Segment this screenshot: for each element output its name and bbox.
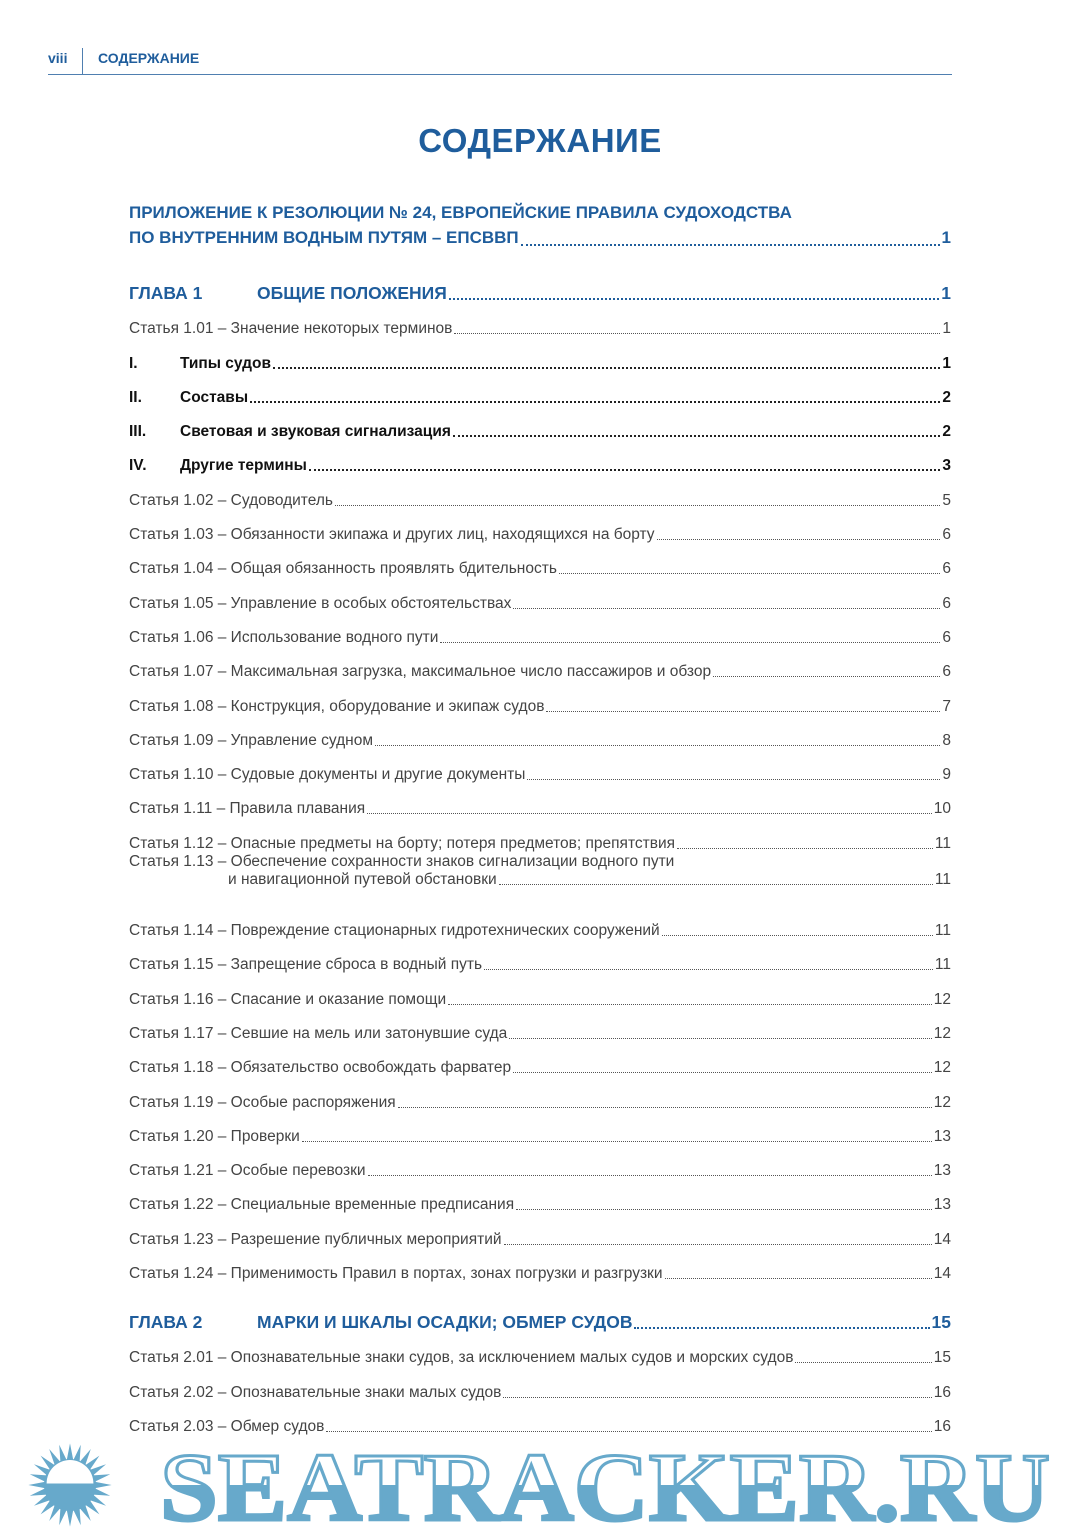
running-title: СОДЕРЖАНИЕ bbox=[98, 50, 200, 66]
dot-leader bbox=[367, 813, 932, 814]
entry-title: Статья 2.03 – Обмер судов bbox=[129, 1417, 325, 1435]
section-number: IV. bbox=[129, 457, 147, 475]
dot-leader bbox=[453, 435, 940, 437]
entry-title: Статья 1.04 – Общая обязанность проявлять бдительность bbox=[129, 560, 557, 578]
dot-leader bbox=[375, 745, 940, 746]
page-ref: 6 bbox=[942, 628, 951, 646]
page-ref: 14 bbox=[933, 1230, 951, 1248]
toc-section[interactable] bbox=[129, 407, 951, 441]
entry-title: Статья 1.15 – Запрещение сброса в водный путь bbox=[129, 956, 483, 974]
toc-appendix[interactable] bbox=[129, 200, 951, 270]
entry-title: Статья 2.01 – Опознавательные знаки судов, за исключением малых судов и морских судов bbox=[129, 1349, 794, 1367]
dot-leader bbox=[398, 1107, 932, 1108]
toc-article[interactable] bbox=[129, 475, 951, 509]
dot-leader bbox=[795, 1362, 931, 1363]
entry-title-continued: и навигационной путевой обстановки bbox=[228, 870, 497, 888]
toc-article[interactable] bbox=[129, 1077, 951, 1111]
dot-leader bbox=[449, 298, 939, 300]
watermark-logo bbox=[0, 1440, 1080, 1527]
toc-article[interactable] bbox=[129, 681, 951, 715]
toc-chapter[interactable] bbox=[129, 1299, 951, 1333]
toc-article[interactable] bbox=[129, 1180, 951, 1214]
entry-title: Световая и звуковая сигнализация bbox=[180, 423, 451, 441]
dot-leader bbox=[302, 1141, 932, 1142]
page-ref: 9 bbox=[942, 766, 951, 784]
entry-title: ОБЩИЕ ПОЛОЖЕНИЯ bbox=[257, 283, 447, 303]
dot-leader bbox=[454, 333, 940, 334]
page-ref: 12 bbox=[933, 1059, 951, 1077]
dot-leader bbox=[250, 401, 940, 403]
entry-title: МАРКИ И ШКАЛЫ ОСАДКИ; ОБМЕР СУДОВ bbox=[257, 1312, 633, 1333]
page-ref: 11 bbox=[934, 834, 951, 852]
dot-leader bbox=[665, 1278, 932, 1279]
toc-article[interactable] bbox=[129, 1146, 951, 1180]
page-ref: 5 bbox=[942, 491, 951, 509]
page-ref: 1 bbox=[941, 228, 951, 247]
sun-icon bbox=[28, 1443, 111, 1526]
page-ref: 15 bbox=[931, 1312, 951, 1333]
entry-title: Статья 1.02 – Судоводитель bbox=[129, 491, 333, 509]
dot-leader bbox=[335, 505, 940, 506]
chapter-number: ГЛАВА 2 bbox=[129, 1312, 203, 1333]
running-header bbox=[48, 48, 952, 75]
toc-article[interactable] bbox=[129, 1009, 951, 1043]
entry-title: Статья 1.03 – Обязанности экипажа и других лиц, находящихся на борту bbox=[129, 526, 655, 544]
dot-leader bbox=[273, 367, 940, 369]
toc-article[interactable] bbox=[129, 1333, 951, 1367]
toc-article[interactable] bbox=[129, 1402, 951, 1436]
watermark-text: SEATRACKER.RU bbox=[160, 1440, 1050, 1527]
page-ref: 6 bbox=[942, 560, 951, 578]
dot-leader bbox=[368, 1175, 932, 1176]
page-ref: 12 bbox=[933, 1093, 951, 1111]
dot-leader bbox=[516, 1209, 932, 1210]
entry-title: Статья 1.20 – Проверки bbox=[129, 1127, 300, 1145]
dot-leader bbox=[440, 642, 940, 643]
dot-leader bbox=[657, 539, 941, 540]
toc-article[interactable] bbox=[129, 578, 951, 612]
dot-leader bbox=[448, 1004, 932, 1005]
chapter-number: ГЛАВА 1 bbox=[129, 283, 203, 303]
dot-leader bbox=[527, 779, 940, 780]
toc-article[interactable] bbox=[129, 974, 951, 1008]
page-ref: 11 bbox=[934, 870, 951, 888]
toc-article[interactable] bbox=[129, 1367, 951, 1401]
dot-leader bbox=[326, 1431, 931, 1432]
page-ref: 1 bbox=[942, 354, 951, 372]
toc-section[interactable] bbox=[129, 373, 951, 407]
header-divider bbox=[82, 48, 83, 74]
entry-title: Статья 1.10 – Судовые документы и другие документы bbox=[129, 766, 526, 784]
toc-article[interactable] bbox=[129, 1214, 951, 1248]
toc-article[interactable] bbox=[129, 304, 951, 338]
dot-leader bbox=[503, 1397, 931, 1398]
page-ref: 15 bbox=[933, 1349, 951, 1367]
dot-leader bbox=[559, 573, 940, 574]
entry-title: Статья 1.17 – Севшие на мель или затонувшие суда bbox=[129, 1024, 508, 1042]
dot-leader bbox=[513, 1072, 932, 1073]
entry-title: Статья 1.24 – Применимость Правил в портах, зонах погрузки и разгрузки bbox=[129, 1265, 663, 1283]
dot-leader bbox=[546, 711, 940, 712]
dot-leader bbox=[513, 608, 940, 609]
sun-disc bbox=[44, 1459, 96, 1511]
entry-title: Статья 1.21 – Особые перевозки bbox=[129, 1162, 366, 1180]
page-number: viii bbox=[48, 50, 68, 66]
toc-article[interactable] bbox=[129, 818, 951, 852]
dot-leader bbox=[521, 244, 940, 246]
page-ref: 13 bbox=[933, 1127, 951, 1145]
page-ref: 11 bbox=[934, 956, 951, 974]
toc-article[interactable] bbox=[129, 613, 951, 647]
entry-title: Статья 1.06 – Использование водного пути bbox=[129, 628, 439, 646]
page-ref: 11 bbox=[934, 922, 951, 940]
toc-section[interactable] bbox=[129, 338, 951, 372]
dot-leader bbox=[499, 884, 933, 885]
page-ref: 13 bbox=[933, 1196, 951, 1214]
entry-title: Статья 1.05 – Управление в особых обстоятельствах bbox=[129, 594, 512, 612]
entry-title: Статья 1.16 – Спасание и оказание помощи bbox=[129, 990, 447, 1008]
table-of-contents bbox=[129, 200, 951, 1436]
page-ref: 1 bbox=[941, 283, 951, 303]
entry-title: Статья 1.13 – Обеспечение сохранности знаков сигнализации водного пути bbox=[129, 852, 675, 870]
page-ref: 2 bbox=[942, 388, 951, 406]
entry-title: Статья 1.08 – Конструкция, оборудование и экипаж судов bbox=[129, 697, 545, 715]
entry-title: Статья 1.01 – Значение некоторых терминов bbox=[129, 320, 453, 338]
page-ref: 8 bbox=[942, 731, 951, 749]
entry-title: Статья 1.07 – Максимальная загрузка, максимальное число пассажиров и обзор bbox=[129, 663, 712, 681]
toc-chapter[interactable] bbox=[129, 270, 951, 304]
page-ref: 6 bbox=[942, 594, 951, 612]
entry-title: Статья 1.18 – Обязательство освобождать фарватер bbox=[129, 1059, 512, 1077]
dot-leader bbox=[504, 1244, 932, 1245]
dot-leader bbox=[634, 1327, 929, 1329]
section-number: III. bbox=[129, 423, 147, 441]
appendix-title-line2: ПО ВНУТРЕННИМ ВОДНЫМ ПУТЯМ – ЕПСВВП bbox=[129, 228, 519, 247]
entry-title: Составы bbox=[180, 388, 249, 406]
toc-article[interactable] bbox=[129, 716, 951, 750]
page-ref: 16 bbox=[933, 1417, 951, 1435]
page-ref: 13 bbox=[933, 1162, 951, 1180]
entry-title: Статья 1.23 – Разрешение публичных мероприятий bbox=[129, 1230, 502, 1248]
page-ref: 2 bbox=[942, 423, 951, 441]
page-ref: 10 bbox=[933, 800, 951, 818]
page-ref: 6 bbox=[942, 663, 951, 681]
toc-article[interactable] bbox=[129, 750, 951, 784]
toc-article[interactable] bbox=[129, 853, 951, 906]
toc-article[interactable] bbox=[129, 906, 951, 940]
entry-title: Статья 1.12 – Опасные предметы на борту; потеря предметов; препятствия bbox=[129, 834, 676, 852]
page-ref: 7 bbox=[942, 697, 951, 715]
toc-article[interactable] bbox=[129, 1043, 951, 1077]
dot-leader bbox=[509, 1038, 932, 1039]
dot-leader bbox=[309, 469, 940, 471]
page-ref: 6 bbox=[942, 526, 951, 544]
toc-article[interactable] bbox=[129, 1249, 951, 1283]
entry-title: Статья 1.09 – Управление судном bbox=[129, 731, 374, 749]
entry-title: Другие термины bbox=[180, 457, 307, 475]
entry-title: Статья 2.02 – Опознавательные знаки малых судов bbox=[129, 1383, 502, 1401]
dot-leader bbox=[662, 935, 933, 936]
entry-title: Статья 1.22 – Специальные временные предписания bbox=[129, 1196, 515, 1214]
section-number: II. bbox=[129, 388, 142, 406]
dot-leader bbox=[713, 676, 940, 677]
toc-article[interactable] bbox=[129, 940, 951, 974]
page-ref: 1 bbox=[942, 320, 951, 338]
entry-title: Статья 1.11 – Правила плавания bbox=[129, 800, 366, 818]
entry-title: Типы судов bbox=[180, 354, 272, 372]
page-ref: 14 bbox=[933, 1265, 951, 1283]
section-number: I. bbox=[129, 354, 138, 372]
appendix-title-line1: ПРИЛОЖЕНИЕ К РЕЗОЛЮЦИИ № 24, ЕВРОПЕЙСКИЕ ПРАВИЛА СУДОХОДСТВА bbox=[129, 203, 792, 222]
toc-section[interactable] bbox=[129, 441, 951, 475]
page-ref: 12 bbox=[933, 990, 951, 1008]
page-ref: 16 bbox=[933, 1383, 951, 1401]
entry-title: Статья 1.14 – Повреждение стационарных гидротехнических сооружений bbox=[129, 922, 660, 940]
toc-article[interactable] bbox=[129, 1112, 951, 1146]
dot-leader bbox=[677, 848, 933, 849]
page-ref: 12 bbox=[933, 1024, 951, 1042]
toc-article[interactable] bbox=[129, 647, 951, 681]
toc-article[interactable] bbox=[129, 510, 951, 544]
entry-title: Статья 1.19 – Особые распоряжения bbox=[129, 1093, 396, 1111]
dot-leader bbox=[484, 969, 933, 970]
toc-article[interactable] bbox=[129, 784, 951, 818]
page-ref: 3 bbox=[942, 457, 951, 475]
page-title: СОДЕРЖАНИЕ bbox=[418, 122, 662, 159]
toc-article[interactable] bbox=[129, 544, 951, 578]
